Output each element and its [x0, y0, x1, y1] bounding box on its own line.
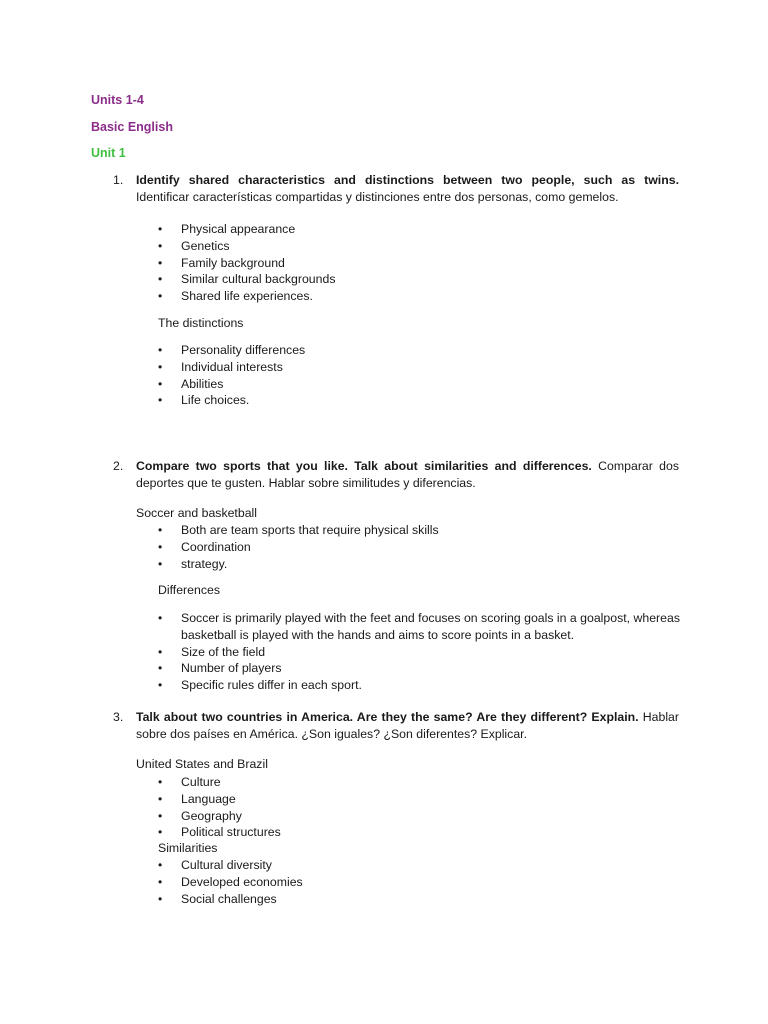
units-heading: Units 1-4 — [91, 93, 144, 107]
question-3-prompt — [136, 709, 679, 742]
question-2-number: 2. — [113, 459, 124, 473]
list-item: • Political structures — [158, 824, 678, 841]
question-2-text: Comparar dos deportes que te gusten. Hablar sobre similitudes y diferencias. — [136, 459, 679, 490]
question-1-distinctions-list — [158, 342, 678, 409]
question-3-text: Hablar sobre dos países en América. ¿Son iguales? ¿Son diferentes? Explicar. — [136, 710, 679, 741]
list-item: • Size of the field — [158, 644, 680, 661]
list-item: • Soccer is primarily played with the feet and focuses on scoring goals in a goalpost, whereas basketball is played with the hands and aims to score points in a basket. — [158, 610, 680, 644]
question-3-number: 3. — [113, 710, 124, 724]
list-item: • Genetics — [158, 238, 678, 255]
list-item: • Abilities — [158, 376, 678, 393]
list-item: • Individual interests — [158, 359, 678, 376]
list-item: • Life choices. — [158, 392, 678, 409]
question-1-bold: Identify shared characteristics and distinctions between two people, such as twins. — [136, 173, 679, 187]
list-item: • Number of players — [158, 660, 680, 677]
list-item: • Both are team sports that require physical skills — [158, 522, 678, 539]
question-1-prompt — [136, 172, 679, 205]
list-item: • Language — [158, 791, 678, 808]
list-item: • Family background — [158, 255, 678, 272]
question-1-shared-list — [158, 221, 678, 305]
list-item: • Geography — [158, 808, 678, 825]
question-2-prompt — [136, 458, 679, 491]
question-3-differences-list — [158, 774, 678, 841]
list-item: • Similar cultural backgrounds — [158, 271, 678, 288]
question-2-differences-list — [158, 610, 680, 694]
list-item: • Personality differences — [158, 342, 678, 359]
list-item: • Specific rules differ in each sport. — [158, 677, 680, 694]
question-1-text: Identificar características compartidas y distinciones entre dos personas, como gemelos. — [136, 189, 619, 204]
question-3-similarities-list — [158, 857, 678, 907]
list-item: • Social challenges — [158, 891, 678, 908]
list-item: • Shared life experiences. — [158, 288, 678, 305]
question-1-subheading: The distinctions — [158, 316, 244, 330]
list-item: • Cultural diversity — [158, 857, 678, 874]
list-item: • Culture — [158, 774, 678, 791]
question-3-subheading: Similarities — [158, 841, 218, 855]
question-2-similarities-list — [158, 522, 678, 572]
question-1-number: 1. — [113, 173, 124, 187]
list-item: • Developed economies — [158, 874, 678, 891]
question-2-intro: Soccer and basketball — [136, 506, 257, 520]
unit-heading: Unit 1 — [91, 146, 126, 160]
list-item: • strategy. — [158, 556, 678, 573]
list-item: • Coordination — [158, 539, 678, 556]
question-3-bold: Talk about two countries in America. Are they the same? Are they different? Explain. — [136, 710, 639, 724]
question-2-bold: Compare two sports that you like. Talk about similarities and differences. — [136, 459, 592, 473]
list-item: • Physical appearance — [158, 221, 678, 238]
question-2-subheading: Differences — [158, 583, 220, 597]
question-3-intro: United States and Brazil — [136, 757, 268, 771]
course-heading: Basic English — [91, 120, 173, 134]
